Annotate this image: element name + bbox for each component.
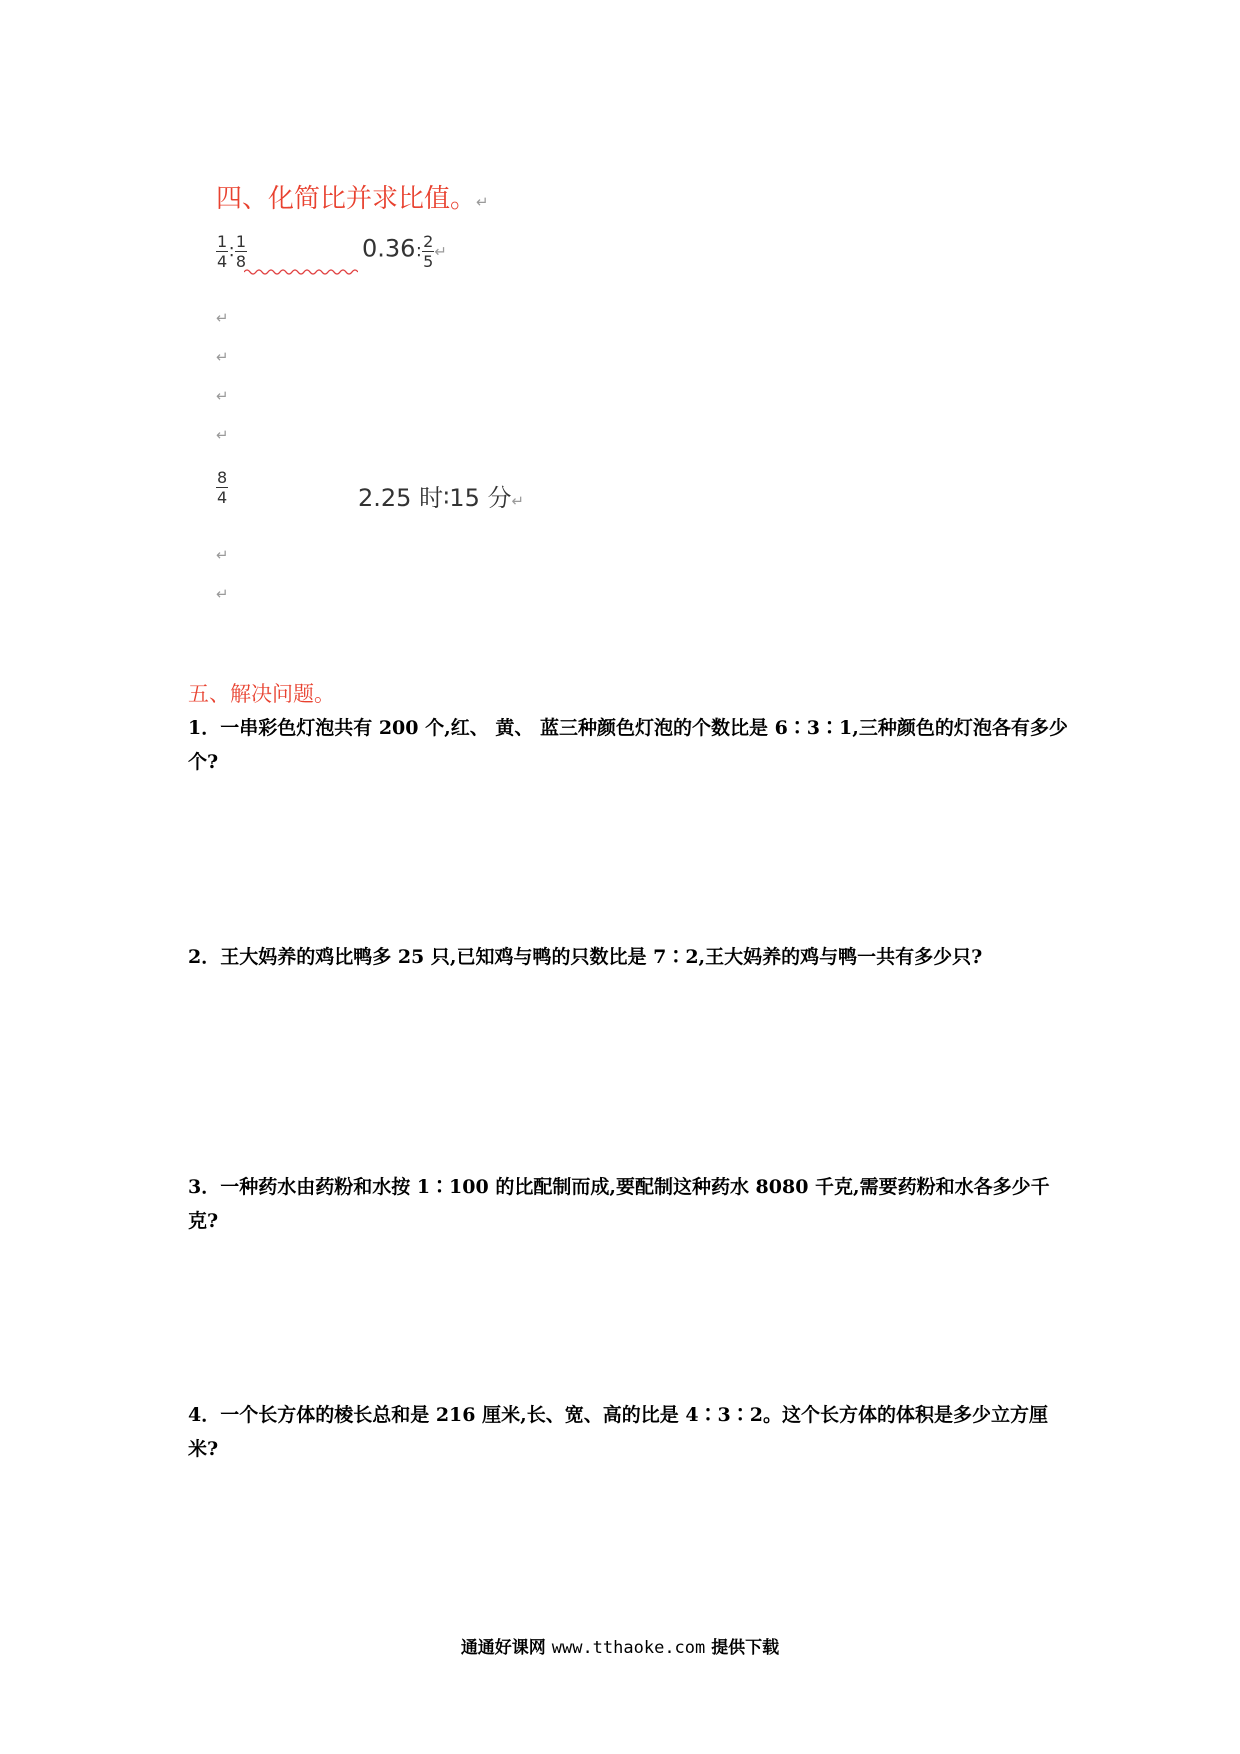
section4-title (216, 178, 489, 215)
fraction-denominator: 8 (235, 252, 247, 271)
fraction (216, 470, 228, 506)
return-mark-icon: ↵ (434, 242, 447, 261)
fraction-denominator: 4 (217, 488, 228, 507)
exercise-number: 0.36 (362, 234, 416, 263)
fraction (235, 234, 247, 270)
problem-3: 3．一种药水由药粉和水按 1∶100 的比配制而成,要配制这种药水 8080 千克,需要药粉和水各多少千克? (188, 1176, 1050, 1232)
exercise-ratio-4 (358, 478, 524, 513)
return-mark-icon: ↵ (216, 546, 229, 564)
return-mark-icon: ↵ (216, 309, 229, 327)
fraction-numerator: 2 (423, 232, 434, 251)
problem-2: 2．王大妈养的鸡比鸭多 25 只,已知鸡与鸭的只数比是 7∶2,王大妈养的鸡与鸭一共有多少只? (188, 946, 983, 968)
footer-suffix: 提供下载 (711, 1638, 780, 1658)
problem-1: 1．一串彩色灯泡共有 200 个,红、 黄、 蓝三种颜色灯泡的个数比是 6∶3∶1,三种颜色的灯泡各有多少个? (188, 717, 1068, 773)
problem-4: 4．一个长方体的棱长总和是 216 厘米,长、宽、高的比是 4∶3∶2。这个长方体的体积是多少立方厘米? (188, 1404, 1049, 1460)
exercise-ratio-1 (216, 234, 247, 270)
fraction-denominator: 4 (217, 252, 228, 271)
exercise-ratio-3 (216, 470, 228, 506)
fraction (422, 234, 434, 270)
return-mark-icon: ↵ (476, 193, 489, 211)
fraction-denominator: 5 (423, 252, 434, 271)
return-mark-icon: ↵ (216, 585, 229, 603)
page-footer (0, 1633, 1240, 1658)
exercise-text: 2.25 时∶15 分 (358, 484, 512, 512)
fraction (216, 234, 228, 270)
section5-title: 五、解决问题。 (188, 682, 335, 706)
fraction-numerator: 1 (235, 232, 247, 251)
return-mark-icon: ↵ (216, 426, 229, 444)
fraction-numerator: 8 (217, 468, 228, 487)
section4-title-text: 四、化简比并求比值。 (216, 184, 477, 214)
fraction-numerator: 1 (217, 232, 228, 251)
footer-url: www.tthaoke.com (551, 1638, 706, 1658)
return-mark-icon: ↵ (216, 387, 229, 405)
ratio-colon: ∶ (416, 241, 422, 263)
ratio-colon: ∶ (229, 241, 234, 263)
return-mark-icon: ↵ (216, 348, 229, 366)
exercise-ratio-2 (362, 234, 447, 270)
return-mark-icon: ↵ (511, 492, 525, 510)
spellcheck-squiggle-icon (244, 268, 358, 276)
footer-site-name: 通通好课网 (460, 1638, 546, 1658)
